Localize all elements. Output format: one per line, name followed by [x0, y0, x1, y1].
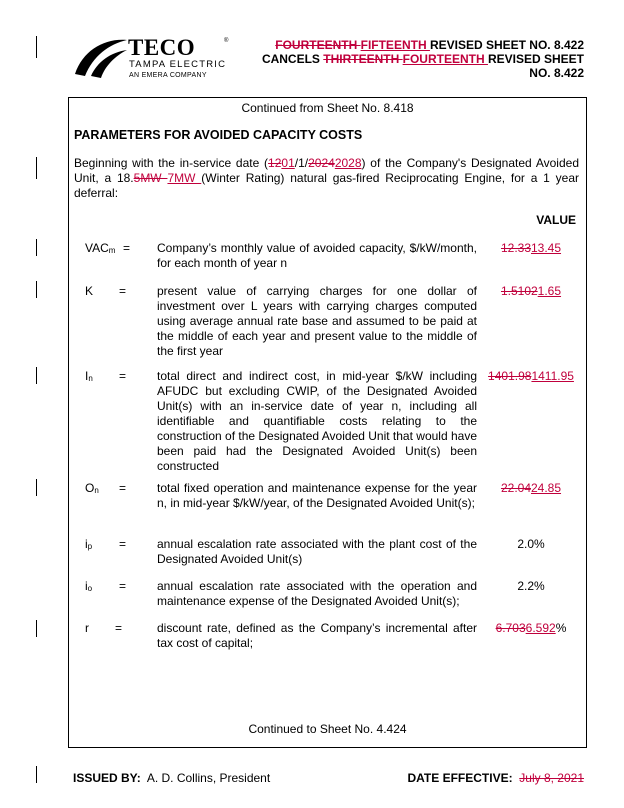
change-bar — [36, 239, 37, 256]
logo-company-line: TAMPA ELECTRIC — [129, 59, 227, 70]
param-equals: = — [115, 621, 123, 635]
issued-by — [73, 771, 270, 785]
value-column-header: VALUE — [536, 213, 576, 227]
param-equals: = — [119, 579, 127, 593]
param-value: 2.0% — [517, 537, 545, 551]
change-bar — [36, 766, 37, 783]
issued-by-value: A. D. Collins, President — [146, 771, 271, 785]
param-definition: total fixed operation and maintenance expense for the year n, in mid-year $/kW/year, of the Designated Avoided Unit(s); — [157, 481, 477, 510]
param-value: 1.51021.65 — [500, 284, 562, 298]
param-definition: discount rate, defined as the Company’s incremental after tax cost of capital; — [157, 621, 477, 650]
param-definition: annual escalation rate associated with the operation and maintenance expense of the Designated Avoided Unit(s); — [157, 579, 477, 608]
sheet-header-line3: NO. 8.422 — [529, 66, 584, 80]
param-symbol: $O_n$ — [85, 481, 99, 495]
param-value: 22.0424.85 — [500, 481, 562, 495]
param-definition: total direct and indirect cost, in mid-year $/kW including AFUDC but excluding CWIP, of the Designated Avoided Unit(s) with an in-service date of year n, including all identifiable and quantifiable costs relating to the construction of the Designated Avoided Unit that would have been paid had the Designated Avoided Unit(s) been constructed — [157, 369, 477, 473]
change-bar — [36, 479, 37, 496]
param-equals: = — [119, 537, 127, 551]
sheet-header-line2: CANCELS THIRTEENTH FOURTEENTH REVISED SHEET — [261, 52, 584, 66]
param-symbol: $I_n$ — [85, 369, 93, 383]
param-symbol: K — [85, 284, 94, 298]
param-symbol: r — [85, 621, 89, 635]
intro-paragraph: Beginning with the in-service date (1201/1/20242028) of the Company's Designated Avoided Unit, a 18.5MW 7MW (Winter Rating) natural gas-fired Reciprocating Engine, for a 1 year deferral: — [74, 156, 579, 200]
param-value: 6.7036.592% — [495, 621, 567, 635]
change-bar — [36, 36, 37, 58]
teco-swoosh-icon — [73, 34, 129, 80]
change-bar — [36, 281, 37, 298]
param-symbol: $VAC_m$ — [85, 241, 116, 255]
logo-registered-mark: ® — [224, 38, 229, 44]
sheet-header-line1: FOURTEENTH FIFTEENTH REVISED SHEET NO. 8.422 — [275, 38, 584, 52]
param-equals: = — [123, 241, 131, 255]
param-definition: present value of carrying charges for one dollar of investment over L years with carrying charges computed using average annual rate base and assumed to be paid at the middle of each year and present value to the middle of the first year — [157, 284, 477, 358]
logo-parent-line: AN EMERA COMPANY — [129, 72, 207, 79]
section-title: PARAMETERS FOR AVOIDED CAPACITY COSTS — [74, 128, 363, 142]
param-definition: Company’s monthly value of avoided capacity, $/kW/month, for each month of year n — [157, 241, 477, 270]
continued-from-note: Continued from Sheet No. 8.418 — [241, 101, 414, 115]
param-symbol: $i_p$ — [85, 537, 93, 551]
date-effective-label: DATE EFFECTIVE: — [407, 771, 513, 785]
param-value: 1401.981411.95 — [488, 369, 574, 383]
logo-wordmark: TECO — [128, 35, 196, 60]
param-definition: annual escalation rate associated with the plant cost of the Designated Avoided Unit(s) — [157, 537, 477, 566]
change-bar — [36, 157, 37, 179]
param-value: 12.3313.45 — [500, 241, 562, 255]
sheet-header — [254, 38, 584, 80]
continued-to-note: Continued to Sheet No. 4.424 — [248, 722, 407, 736]
tariff-content-box — [68, 97, 587, 748]
date-effective-value: July 8, 2021 — [519, 771, 584, 785]
date-effective — [407, 771, 584, 785]
param-symbol: $i_o$ — [85, 579, 93, 593]
param-equals: = — [119, 369, 127, 383]
change-bar — [36, 367, 37, 384]
param-equals: = — [119, 284, 127, 298]
issued-by-label: ISSUED BY: — [73, 771, 141, 785]
param-equals: = — [119, 481, 127, 495]
param-value: 2.2% — [517, 579, 545, 593]
teco-logo — [73, 34, 248, 84]
change-bar — [36, 620, 37, 637]
